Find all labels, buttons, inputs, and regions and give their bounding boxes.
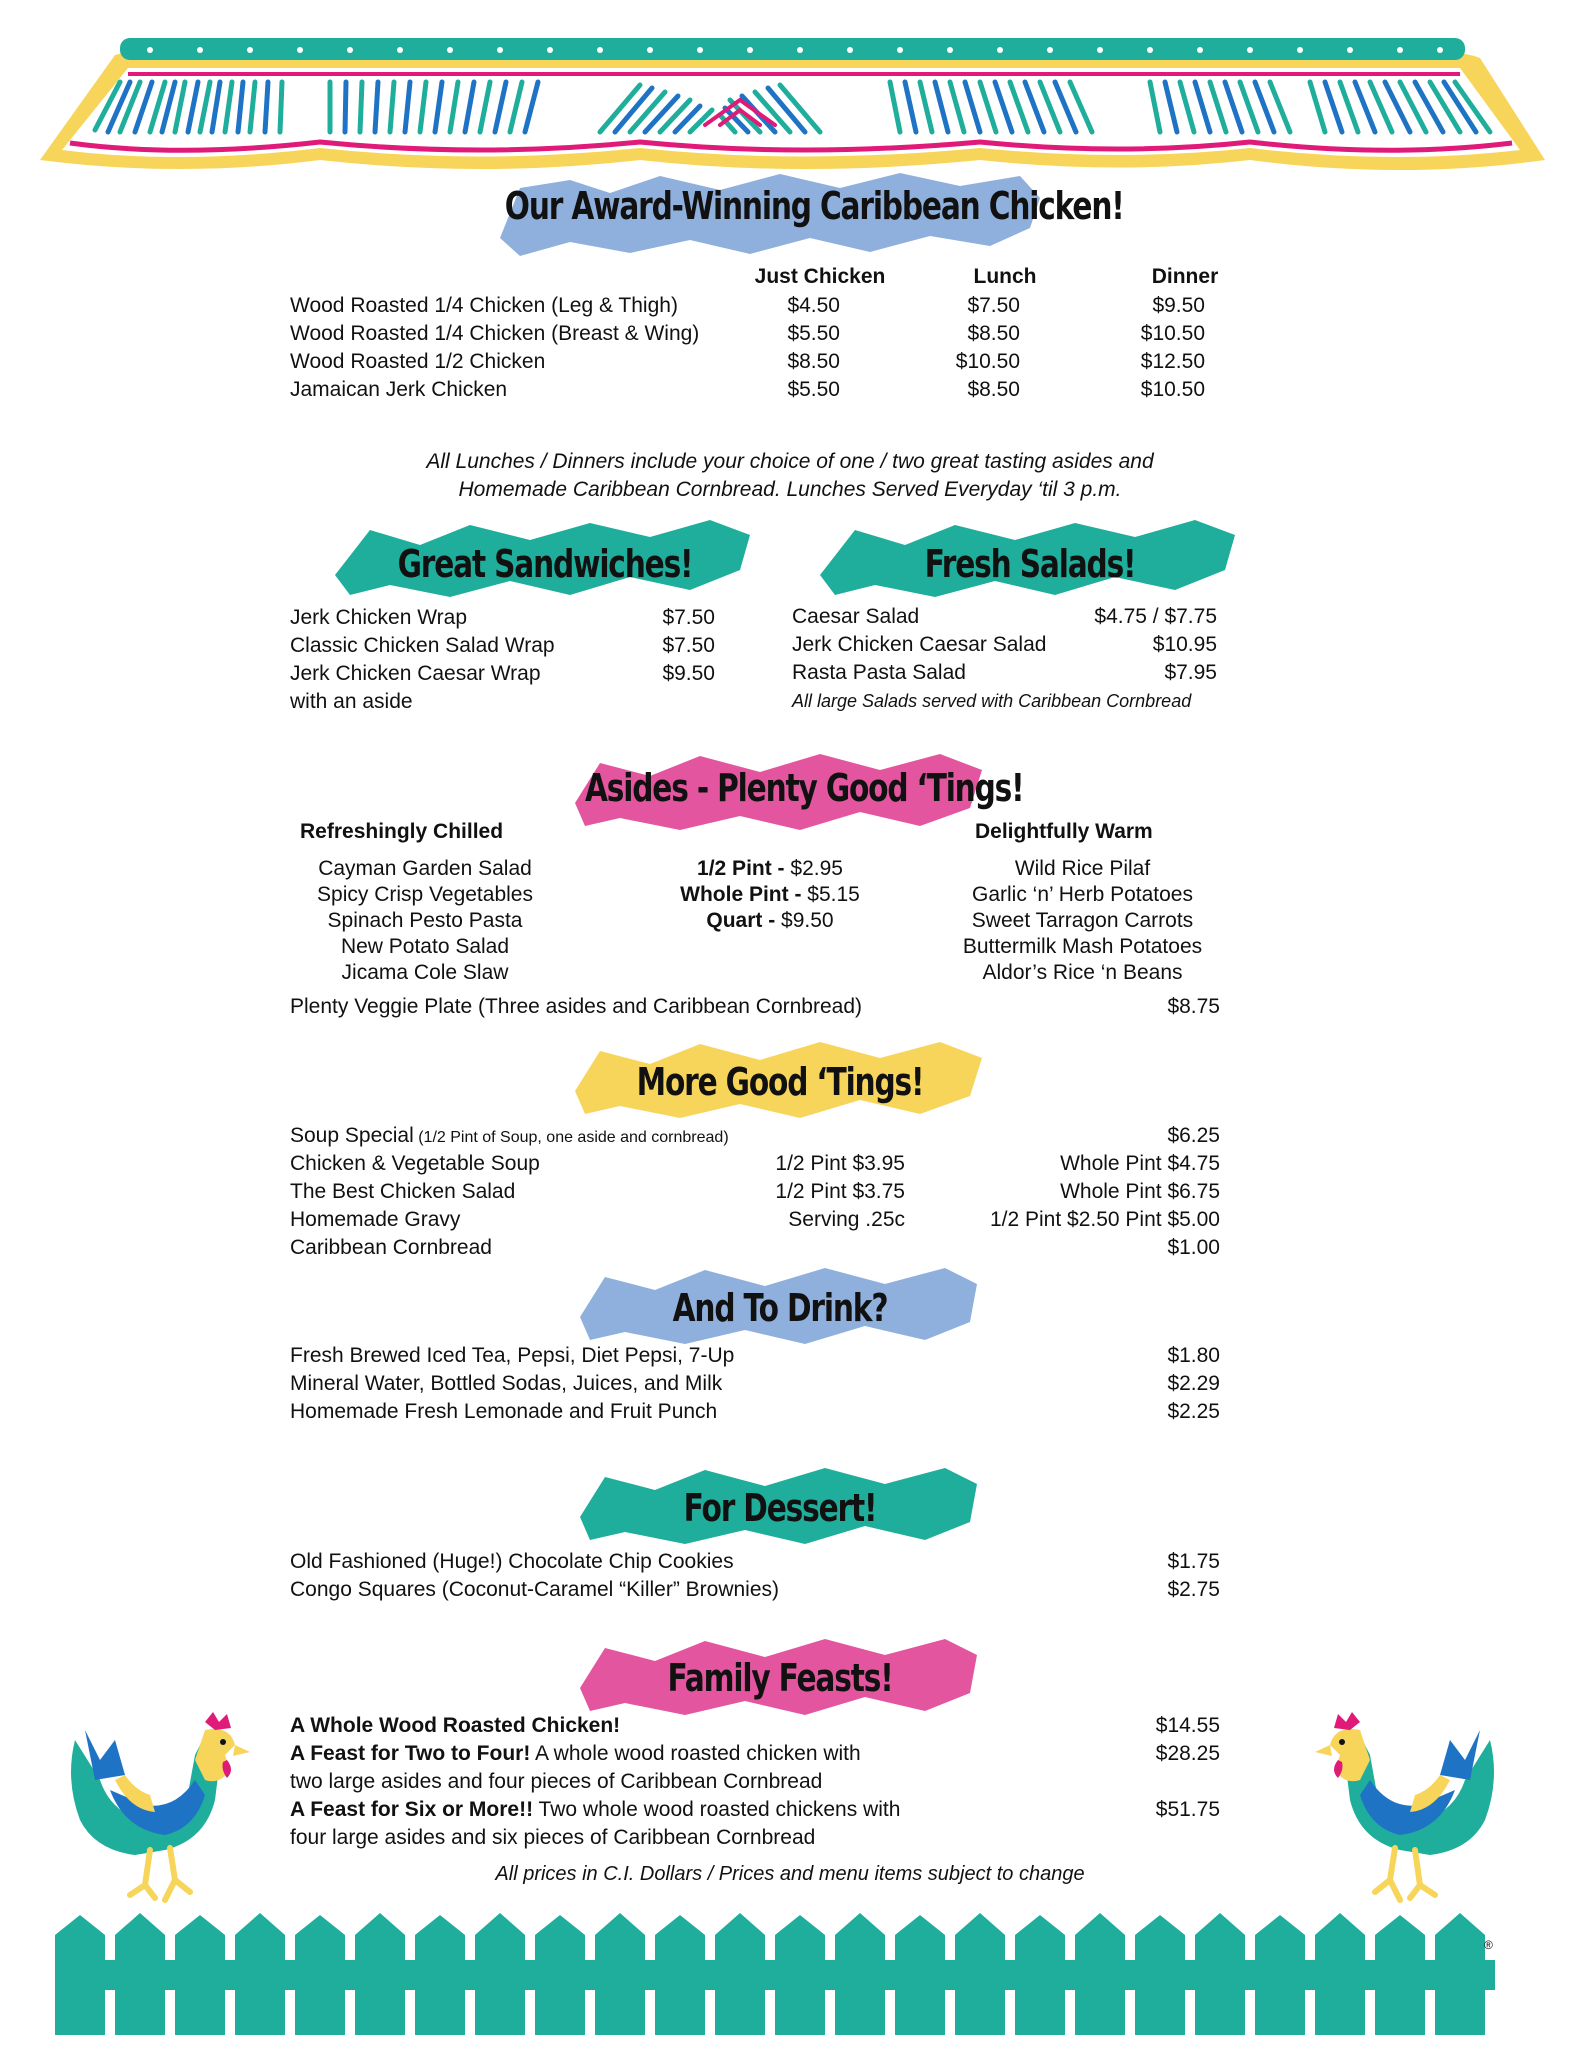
chicken-table bbox=[290, 292, 1225, 404]
rooster-left-icon bbox=[55, 1700, 255, 1910]
table-row bbox=[290, 1150, 1220, 1178]
item-name: Chicken & Vegetable Soup bbox=[290, 1152, 540, 1175]
half-pint-price: Serving .25c bbox=[788, 1208, 905, 1231]
list-item: Jicama Cole Slaw bbox=[341, 961, 509, 984]
table-row bbox=[290, 376, 1225, 404]
item-price: $7.50 bbox=[662, 634, 715, 657]
feasts-list bbox=[290, 1712, 1220, 1852]
salads-list bbox=[792, 603, 1217, 715]
feasts-section-title: Family Feasts! bbox=[667, 1656, 893, 1700]
warm-header: Delightfully Warm bbox=[975, 820, 1153, 843]
feast-desc: A whole wood roasted chicken with bbox=[530, 1742, 861, 1765]
item-price: $7.50 bbox=[662, 606, 715, 629]
table-row bbox=[290, 1206, 1220, 1234]
list-item bbox=[290, 1796, 1220, 1824]
drinks-section-title: And To Drink? bbox=[672, 1286, 888, 1330]
sandwiches-note: with an aside bbox=[290, 690, 413, 713]
lunch-price: $7.50 bbox=[967, 294, 1020, 317]
item-price: $2.29 bbox=[1167, 1372, 1220, 1395]
table-row bbox=[290, 292, 1225, 320]
more-list bbox=[290, 1122, 1220, 1262]
item-price: $2.25 bbox=[1167, 1400, 1220, 1423]
size-label: 1/2 Pint - bbox=[697, 857, 785, 880]
table-row bbox=[290, 1122, 1220, 1150]
item-name bbox=[290, 1796, 900, 1824]
col-header-just-chicken: Just Chicken bbox=[754, 265, 886, 288]
veggie-plate-name: Plenty Veggie Plate (Three asides and Caribbean Cornbread) bbox=[290, 995, 863, 1018]
dinner-price: $12.50 bbox=[1140, 350, 1205, 373]
item-name: Fresh Brewed Iced Tea, Pepsi, Diet Pepsi, 7-Up bbox=[290, 1344, 735, 1367]
drinks-list bbox=[290, 1342, 1220, 1426]
item-price: $51.75 bbox=[1155, 1798, 1220, 1821]
list-item bbox=[290, 660, 715, 688]
size-price: $2.95 bbox=[784, 857, 843, 880]
list-item bbox=[290, 604, 715, 632]
rooster-right-icon bbox=[1310, 1700, 1510, 1910]
table-row bbox=[290, 1178, 1220, 1206]
list-item: Aldor’s Rice ‘n Beans bbox=[982, 961, 1183, 984]
whole-pint-price: Whole Pint $6.75 bbox=[1060, 1180, 1220, 1203]
list-item: New Potato Salad bbox=[340, 935, 510, 958]
list-item bbox=[290, 1576, 1220, 1604]
just-price: $4.50 bbox=[787, 294, 840, 317]
item-name: Jerk Chicken Caesar Wrap bbox=[290, 662, 541, 685]
dinner-price: $10.50 bbox=[1140, 322, 1205, 345]
size-row bbox=[620, 908, 920, 934]
size-label: Whole Pint - bbox=[680, 883, 802, 906]
item-price: $9.50 bbox=[662, 662, 715, 685]
list-item: Spicy Crisp Vegetables bbox=[317, 883, 533, 906]
list-item bbox=[290, 1370, 1220, 1398]
item-price: $6.25 bbox=[1167, 1124, 1220, 1147]
item-name: The Best Chicken Salad bbox=[290, 1180, 516, 1203]
item-name: Wood Roasted 1/4 Chicken (Breast & Wing) bbox=[290, 322, 700, 345]
item-price: $1.00 bbox=[1167, 1236, 1220, 1259]
list-item bbox=[290, 1548, 1220, 1576]
item-name: Classic Chicken Salad Wrap bbox=[290, 634, 555, 657]
size-row bbox=[620, 882, 920, 908]
table-row bbox=[290, 1234, 1220, 1262]
dinner-price: $10.50 bbox=[1140, 378, 1205, 401]
lunch-price: $10.50 bbox=[955, 350, 1020, 373]
list-item: Spinach Pesto Pasta bbox=[327, 909, 523, 932]
just-price: $8.50 bbox=[787, 350, 840, 373]
feast-desc: Two whole wood roasted chickens with bbox=[533, 1798, 901, 1821]
item-name: Wood Roasted 1/2 Chicken bbox=[290, 350, 546, 373]
item-price: $1.80 bbox=[1167, 1344, 1220, 1367]
just-price: $5.50 bbox=[787, 322, 840, 345]
chicken-note-line1: All Lunches / Dinners include your choice of one / two great tasting asides and bbox=[426, 450, 1154, 473]
feast-title: A Feast for Two to Four! bbox=[290, 1742, 531, 1765]
list-item bbox=[290, 1342, 1220, 1370]
salads-section-title: Fresh Salads! bbox=[924, 542, 1136, 586]
whole-pint-price: Whole Pint $4.75 bbox=[1060, 1152, 1220, 1175]
list-item: Sweet Tarragon Carrots bbox=[971, 909, 1194, 932]
item-name bbox=[290, 1712, 620, 1740]
soup-special-detail: (1/2 Pint of Soup, one aside and cornbread) bbox=[413, 1129, 729, 1146]
whole-pint-price: 1/2 Pint $2.50 Pint $5.00 bbox=[989, 1208, 1220, 1231]
half-pint-price: 1/2 Pint $3.95 bbox=[775, 1152, 905, 1175]
list-item bbox=[792, 603, 1217, 631]
size-row bbox=[620, 856, 920, 882]
size-label: Quart - bbox=[706, 909, 776, 932]
item-price: $14.55 bbox=[1155, 1714, 1220, 1737]
list-item: Buttermilk Mash Potatoes bbox=[962, 935, 1203, 958]
table-row bbox=[290, 348, 1225, 376]
feast-desc-line2: four large asides and six pieces of Caribbean Cornbread bbox=[290, 1826, 816, 1849]
half-pint-price: 1/2 Pint $3.75 bbox=[775, 1180, 905, 1203]
item-name: Congo Squares (Coconut-Caramel “Killer” Brownies) bbox=[290, 1578, 780, 1601]
item-price: $1.75 bbox=[1167, 1550, 1220, 1573]
registered-mark: ® bbox=[1484, 1938, 1493, 1952]
sandwiches-section-title: Great Sandwiches! bbox=[397, 542, 693, 586]
table-row bbox=[290, 320, 1225, 348]
chilled-header: Refreshingly Chilled bbox=[300, 820, 504, 843]
item-name: Mineral Water, Bottled Sodas, Juices, and Milk bbox=[290, 1372, 723, 1395]
item-price: $2.75 bbox=[1167, 1578, 1220, 1601]
chicken-note-line2: Homemade Caribbean Cornbread. Lunches Served Everyday ‘til 3 p.m. bbox=[458, 478, 1122, 501]
item-price: $28.25 bbox=[1155, 1742, 1220, 1765]
veggie-plate-price: $8.75 bbox=[1167, 995, 1220, 1018]
list-item: Cayman Garden Salad bbox=[318, 857, 532, 880]
fence-decoration bbox=[55, 1905, 1495, 2035]
item-name: Homemade Gravy bbox=[290, 1208, 461, 1231]
sandwiches-list bbox=[290, 604, 715, 716]
awning-decoration bbox=[0, 0, 1582, 190]
dinner-price: $9.50 bbox=[1152, 294, 1205, 317]
size-price: $9.50 bbox=[775, 909, 834, 932]
item-name bbox=[290, 1122, 729, 1152]
dessert-list bbox=[290, 1548, 1220, 1604]
list-item: Garlic ‘n’ Herb Potatoes bbox=[972, 883, 1193, 906]
just-price: $5.50 bbox=[787, 378, 840, 401]
price-footer-note: All prices in C.I. Dollars / Prices and menu items subject to change bbox=[495, 1863, 1085, 1885]
item-name: Caribbean Cornbread bbox=[290, 1236, 492, 1259]
item-name: Caesar Salad bbox=[792, 605, 920, 628]
item-name: Wood Roasted 1/4 Chicken (Leg & Thigh) bbox=[290, 294, 678, 317]
list-item bbox=[792, 631, 1217, 659]
more-section-title: More Good ‘Tings! bbox=[636, 1060, 924, 1104]
feast-title: A Whole Wood Roasted Chicken! bbox=[290, 1714, 621, 1737]
item-price: $10.95 bbox=[1152, 633, 1217, 656]
item-price: $4.75 / $7.75 bbox=[1094, 605, 1217, 628]
item-name bbox=[290, 1740, 861, 1768]
list-item bbox=[290, 1740, 1220, 1768]
dessert-section-title: For Dessert! bbox=[683, 1486, 877, 1530]
list-item bbox=[290, 632, 715, 660]
col-header-dinner: Dinner bbox=[1151, 265, 1219, 288]
feast-desc-line2: two large asides and four pieces of Caribbean Cornbread bbox=[290, 1770, 823, 1793]
list-item bbox=[290, 1398, 1220, 1426]
item-name: Homemade Fresh Lemonade and Fruit Punch bbox=[290, 1400, 718, 1423]
chicken-section-title: Our Award-Winning Caribbean Chicken! bbox=[504, 184, 1124, 228]
soup-special-name: Soup Special bbox=[290, 1124, 414, 1147]
col-header-lunch: Lunch bbox=[973, 265, 1037, 288]
list-item bbox=[792, 659, 1217, 687]
warm-list bbox=[950, 856, 1215, 986]
item-name: Jamaican Jerk Chicken bbox=[290, 378, 508, 401]
item-name: Jerk Chicken Wrap bbox=[290, 606, 468, 629]
chilled-list bbox=[290, 856, 560, 986]
list-item bbox=[290, 1712, 1220, 1740]
lunch-price: $8.50 bbox=[967, 322, 1020, 345]
item-name: Rasta Pasta Salad bbox=[792, 661, 966, 684]
item-name: Old Fashioned (Huge!) Chocolate Chip Cookies bbox=[290, 1550, 734, 1573]
size-price: $5.15 bbox=[801, 883, 860, 906]
aside-sizes bbox=[620, 856, 920, 934]
list-item: Wild Rice Pilaf bbox=[1014, 857, 1151, 880]
feast-title: A Feast for Six or More!! bbox=[290, 1798, 534, 1821]
item-name: Jerk Chicken Caesar Salad bbox=[792, 633, 1047, 656]
salads-note: All large Salads served with Caribbean Cornbread bbox=[792, 691, 1192, 711]
item-price: $7.95 bbox=[1164, 661, 1217, 684]
asides-section-title: Asides - Plenty Good ‘Tings! bbox=[585, 766, 1024, 810]
lunch-price: $8.50 bbox=[967, 378, 1020, 401]
